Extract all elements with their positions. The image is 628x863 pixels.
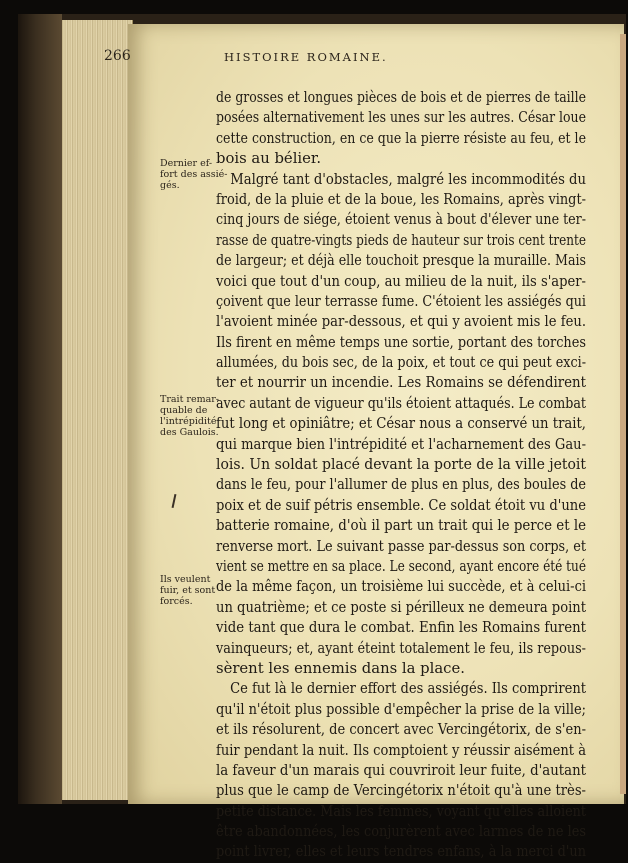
margin-note-line: Dernier ef- <box>160 158 213 169</box>
text-line: fut long et opiniâtre; et César nous a conservé un trait, <box>216 415 586 433</box>
book-cover-edge <box>18 14 62 804</box>
margin-note <box>160 158 228 191</box>
page-header <box>104 48 464 70</box>
text-line: avec autant de vigueur qu'ils étoient attaqués. Le combat <box>216 394 586 412</box>
text-line: plus que le camp de Vercingétorix n'étoit qu'à une très- <box>216 782 586 800</box>
text-line: vainqueurs; et, ayant éteint totalement le feu, ils repous- <box>216 639 586 657</box>
text-line: un quatrième; et ce poste si périlleux ne demeura point <box>216 598 586 616</box>
text-line: çoivent que leur terrasse fume. C'étoient les assiégés qui <box>216 292 586 310</box>
text-line: vide tant que dura le combat. Enfin les Romains furent <box>216 619 586 637</box>
text-line: renverse mort. Le suivant passe par-dessus son corps, et <box>216 537 586 555</box>
text-line: de grosses et longues pièces de bois et de pierres de taille <box>216 89 586 106</box>
page-number: 266 <box>104 48 131 64</box>
text-line: être abandonnées, les conjurèrent avec larmes de ne les <box>216 823 586 841</box>
margin-note <box>160 394 222 438</box>
text-line: qu'il n'étoit plus possible d'empêcher la prise de la ville; <box>216 700 586 718</box>
text-line: fuir pendant la nuit. Ils comptoient y réussir aisément à <box>216 741 586 759</box>
margin-note-line: quable de <box>160 405 208 416</box>
margin-note-line: des Gaulois. <box>160 427 219 438</box>
text-line: dans le feu, pour l'allumer de plus en plus, des boules de <box>216 476 586 494</box>
text-line: vient se mettre en sa place. Le second, ayant encore été tué <box>216 557 586 575</box>
text-line: point livrer, elles et leurs tendres enfans, à la merci d'un <box>216 843 586 861</box>
text-line: voici que tout d'un coup, au milieu de la nuit, ils s'aper- <box>216 272 586 290</box>
margin-note-line: l'intrépidité <box>160 416 217 427</box>
margin-note-line: fort des assié- <box>160 169 228 180</box>
text-line: qui marque bien l'intrépidité et l'acharnement des Gau- <box>216 435 586 453</box>
margin-note <box>160 574 222 607</box>
body-text <box>216 88 586 863</box>
text-line: poix et de suif pétris ensemble. Ce soldat étoit vu d'une <box>216 496 586 514</box>
margin-note-line: fuir, et sont <box>160 585 216 596</box>
text-line: cinq jours de siége, étoient venus à bout d'élever une ter- <box>216 211 586 229</box>
margin-note-line: forcés. <box>160 596 193 607</box>
text-line: petite distance. Mais les femmes, voyant qu'elles alloient <box>216 802 586 820</box>
text-line: posées alternativement les unes sur les autres. César loue <box>216 109 586 127</box>
text-line: la faveur d'un marais qui couvriroit leur fuite, d'autant <box>216 761 586 779</box>
text-line: cette construction, en ce que la pierre résiste au feu, et le <box>216 129 586 147</box>
page-stack <box>62 20 133 800</box>
text-line: sèrent les ennemis dans la place. <box>216 659 465 677</box>
text-line: Malgré tant d'obstacles, malgré les incommodités du <box>230 170 586 188</box>
text-line: l'avoient minée par-dessous, et qui y avoient mis le feu. <box>216 313 586 331</box>
margin-note-line: Ils veulent <box>160 574 211 585</box>
text-line: Ce fut là le dernier effort des assiégés. Ils comprirent <box>230 680 586 698</box>
text-line: bois au bélier. <box>216 150 322 168</box>
running-title: HISTOIRE ROMAINE. <box>224 50 388 64</box>
text-line: Ils firent en même temps une sortie, portant des torches <box>216 333 586 351</box>
text-line: allumées, du bois sec, de la poix, et tout ce qui peut exci- <box>216 354 586 372</box>
margin-note-line: gés. <box>160 180 180 191</box>
text-line: lois. Un soldat placé devant la porte de la ville jetoit <box>216 456 586 474</box>
right-page-edge <box>620 34 626 794</box>
text-line: batterie romaine, d'où il part un trait qui le perce et le <box>216 517 586 535</box>
text-line: rasse de quatre-vingts pieds de hauteur sur trois cent trente <box>216 231 586 249</box>
text-line: et ils résolurent, de concert avec Vercingétorix, de s'en- <box>216 721 586 739</box>
text-line: ter et nourrir un incendie. Les Romains se défendirent <box>216 374 586 392</box>
text-line: froid, de la pluie et de la boue, les Romains, après vingt- <box>216 190 586 208</box>
text-line: de la même façon, un troisième lui succède, et à celui-ci <box>216 578 586 596</box>
text-line: de largeur; et déjà elle touchoit presque la muraille. Mais <box>216 252 586 270</box>
margin-note-line: Trait remar- <box>160 394 220 405</box>
